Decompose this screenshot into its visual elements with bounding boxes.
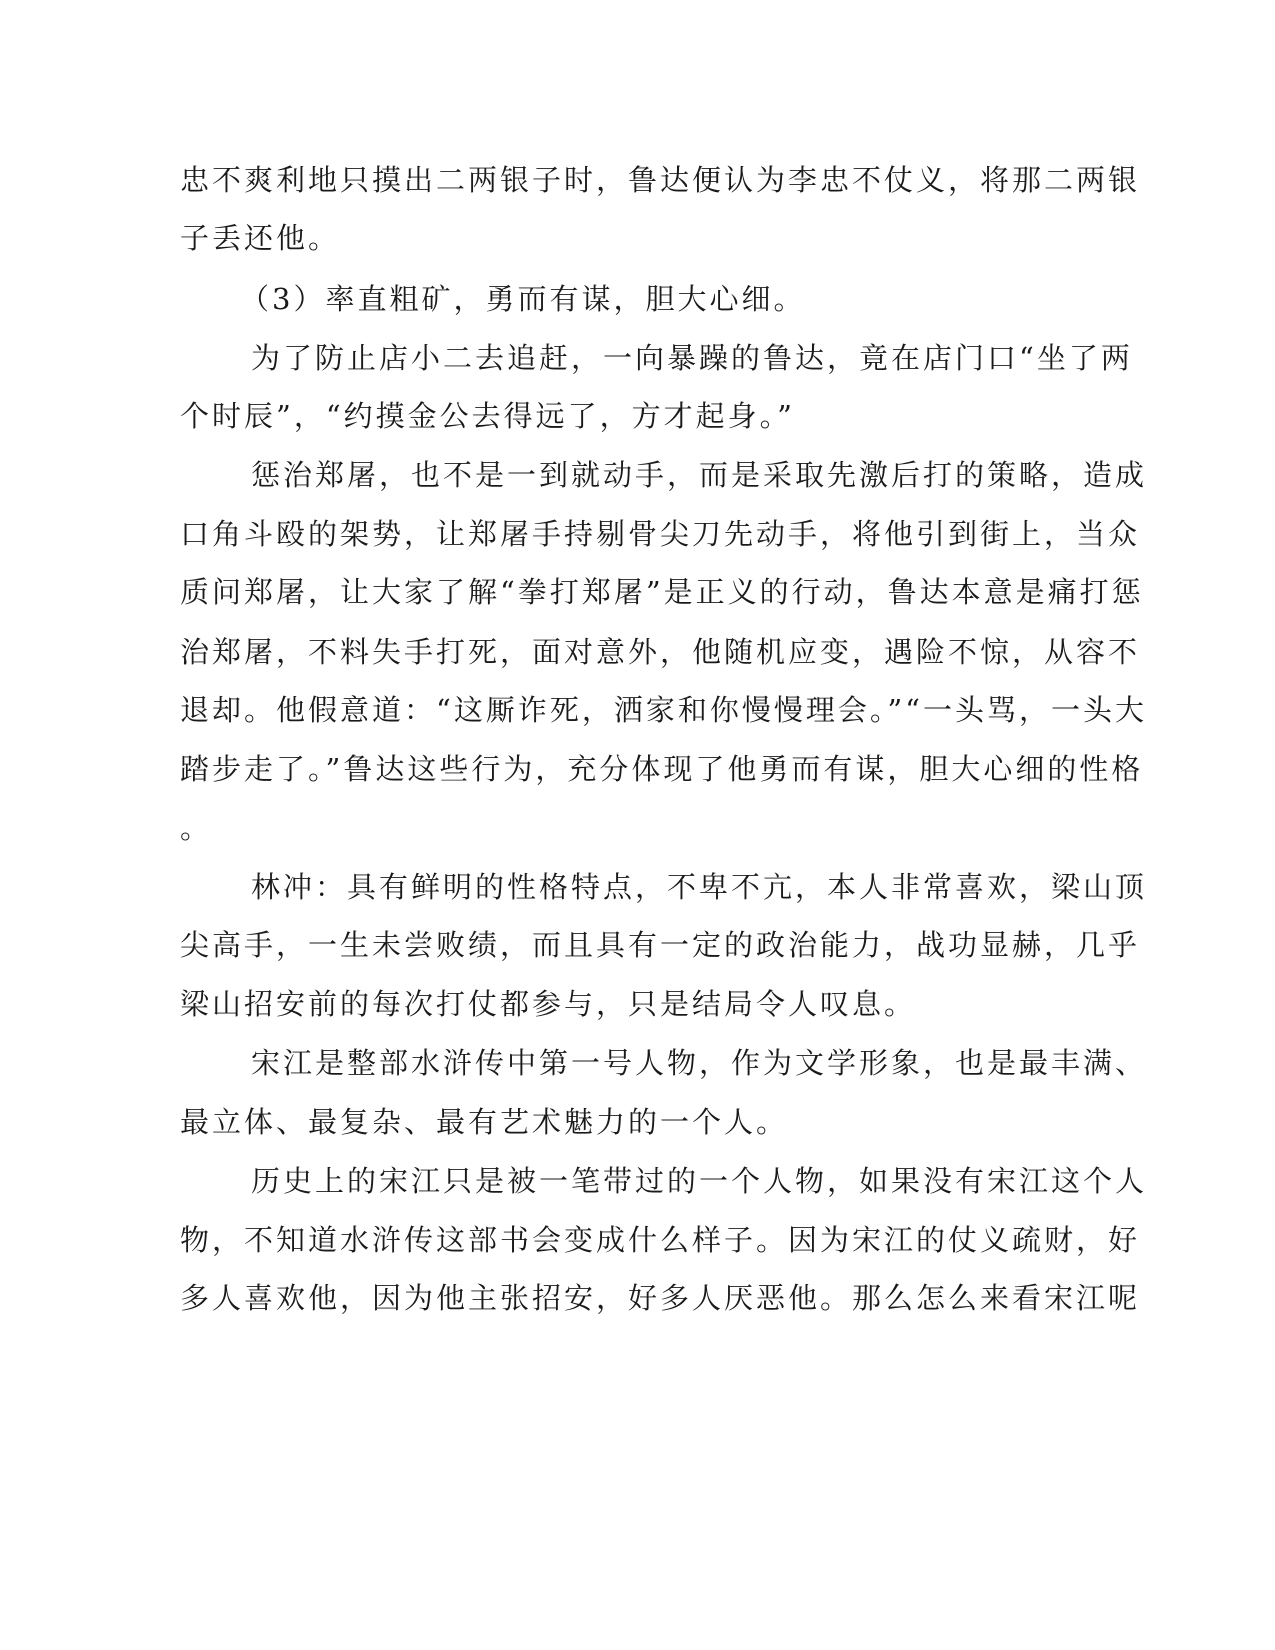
text-line: 治郑屠，不料失手打死，面对意外，他随机应变，遇险不惊，从容不: [180, 635, 1141, 669]
text-line: 多人喜欢他，因为他主张招安，好多人厌恶他。那么怎么来看宋江呢: [180, 1281, 1141, 1315]
text-line: 忠不爽利地只摸出二两银子时，鲁达便认为李忠不仗义，将那二两银: [180, 163, 1141, 197]
text-line: 物，不知道水浒传这部书会变成什么样子。因为宋江的仗义疏财，好: [180, 1223, 1141, 1257]
text-line: 踏步走了。”鲁达这些行为，充分体现了他勇而有谋，胆大心细的性格: [180, 752, 1144, 786]
text-line: 口角斗殴的架势，让郑屠手持剔骨尖刀先动手，将他引到街上，当众: [180, 517, 1141, 551]
text-line: 历史上的宋江只是被一笔带过的一个人物，如果没有宋江这个人: [251, 1164, 1148, 1198]
text-line: 尖高手，一生未尝败绩，而且具有一定的政治能力，战功显赫，几乎: [180, 928, 1141, 962]
text-line: 梁山招安前的每次打仗都参与，只是结局令人叹息。: [180, 987, 917, 1021]
text-line: 林冲：具有鲜明的性格特点，不卑不亢，本人非常喜欢，梁山顶: [251, 870, 1148, 904]
text-line: 为了防止店小二去追赶，一向暴躁的鲁达，竟在店门口“坐了两: [251, 341, 1133, 375]
text-line: 退却。他假意道：“这厮诈死，洒家和你慢慢理会。”“一头骂，一头大: [180, 693, 1147, 727]
text-line: 宋江是整部水浒传中第一号人物，作为文学形象，也是最丰满、: [251, 1046, 1148, 1080]
text-line: 最立体、最复杂、最有艺术魅力的一个人。: [180, 1105, 789, 1139]
text-line: 质问郑屠，让大家了解“拳打郑屠”是正义的行动，鲁达本意是痛打惩: [180, 575, 1144, 609]
text-line: （3）率直粗矿，勇而有谋，胆大心细。: [240, 282, 806, 316]
text-line: 。: [180, 811, 213, 845]
text-line: 惩治郑屠，也不是一到就动手，而是采取先激后打的策略，造成: [251, 458, 1148, 492]
text-line: 个时辰”，“约摸金公去得远了，方才起身。”: [180, 399, 795, 433]
text-line: 子丢还他。: [180, 221, 341, 255]
